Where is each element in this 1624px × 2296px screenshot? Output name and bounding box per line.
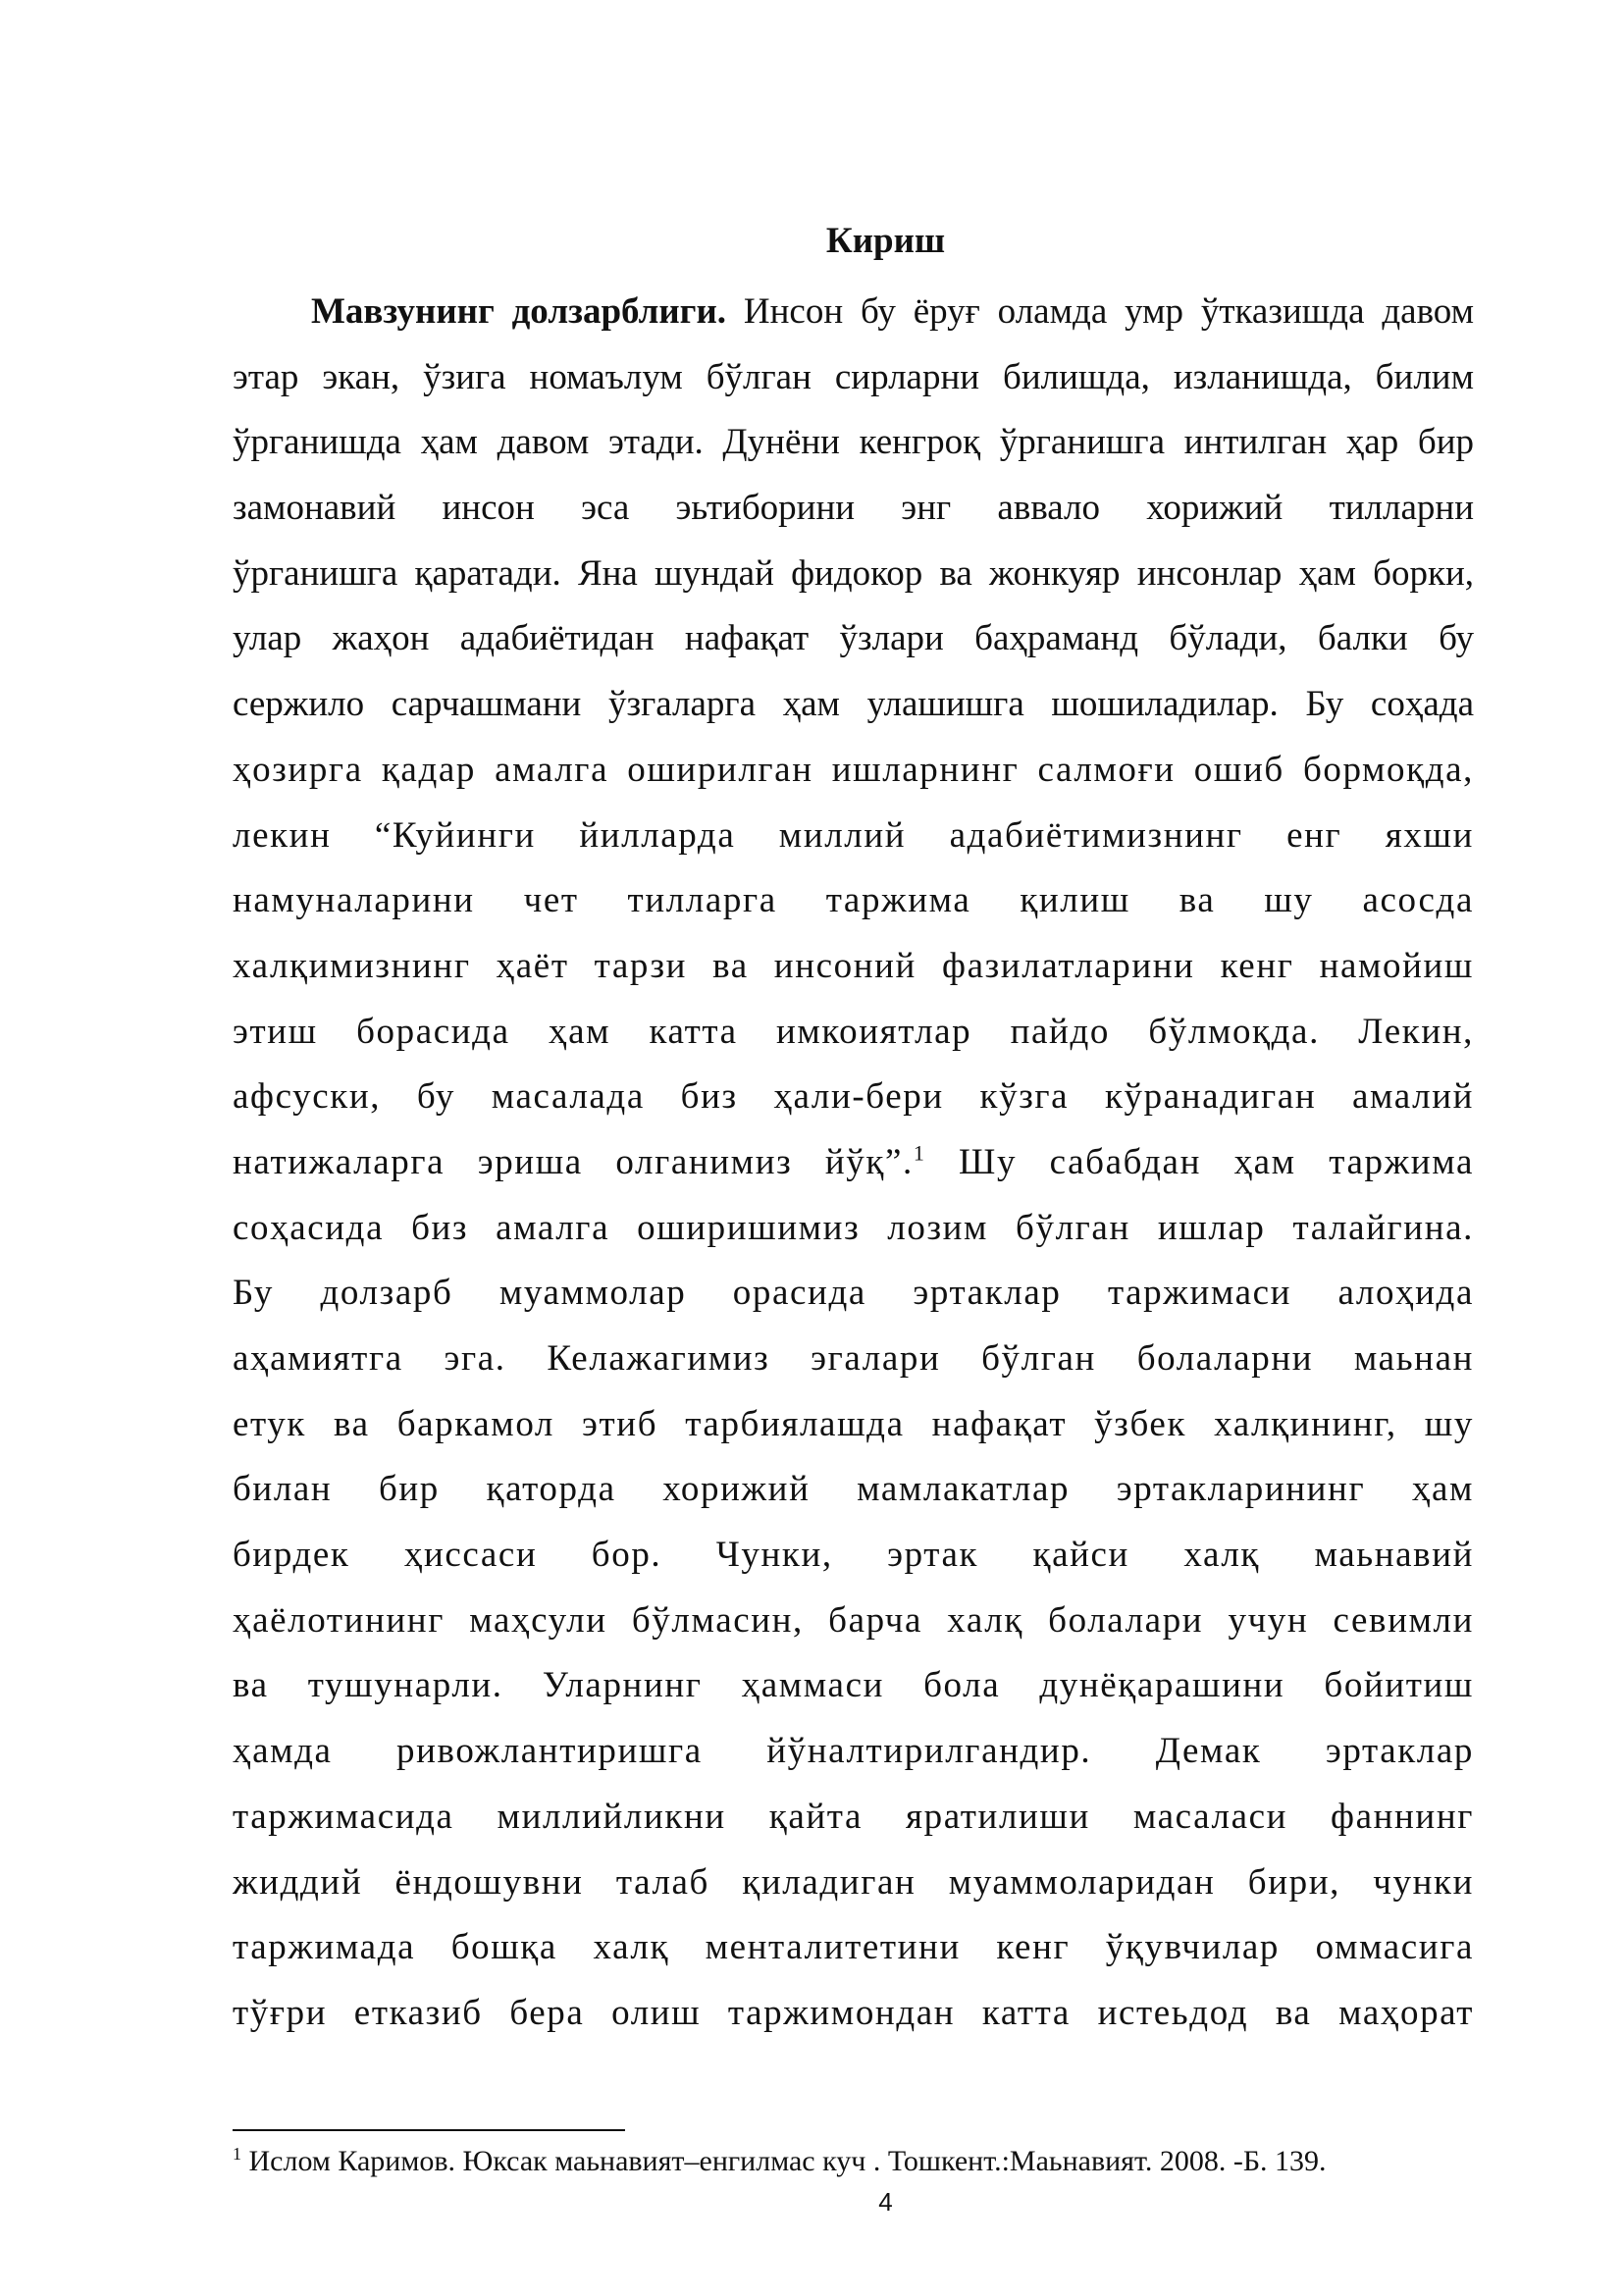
paragraph-line — [233, 280, 1474, 345]
paragraph-line: лекин “Куйинги йилларда миллий адабиётимизнинг енг яхши — [233, 814, 1474, 856]
paragraph-line: этиш борасида ҳам катта имкоиятлар пайдо бўлмоқда. Лекин, — [233, 1011, 1474, 1052]
line-text: натижаларга эриша олганимиз йўқ”. — [233, 1141, 914, 1182]
paragraph-line: Бу долзарб муаммолар орасида эртаклар таржимаси алоҳида — [233, 1273, 1474, 1314]
paragraph-line — [233, 1130, 1474, 1196]
footnote-reference[interactable]: 1 — [913, 1140, 926, 1166]
paragraph-line: жиддий ёндошувни талаб қиладиган муаммоларидан бири, чунки — [233, 1861, 1474, 1903]
footnote-separator — [233, 2129, 625, 2131]
paragraph-line: ўрганишга қаратади. Яна шундай фидокор ва жонкуяр инсонлар ҳам борки, — [233, 552, 1474, 594]
body-text — [233, 280, 1474, 2047]
paragraph-line: улар жаҳон адабиётидан нафақат ўзлари баҳраманд бўлади, балки бу — [233, 618, 1474, 659]
paragraph-line: халқимизнинг ҳаёт тарзи ва инсоний фазилатларини кенг намойиш — [233, 945, 1474, 986]
paragraph-line: ўрганишда ҳам давом этади. Дунёни кенгроқ ўрганишга интилган ҳар бир — [233, 422, 1474, 463]
paragraph-line: намуналарини чет тилларга таржима қилиш ва шу асосда — [233, 880, 1474, 921]
paragraph-line: ҳаёлотининг маҳсули бўлмасин, барча халқ болалари учун севимли — [233, 1599, 1474, 1641]
line-text: Инсон бу ёруғ оламда умр ўтказишда давом — [743, 291, 1474, 332]
footnote-marker: 1 — [233, 2144, 241, 2164]
page-number: 4 — [878, 2187, 893, 2217]
paragraph-line: ҳамда ривожлантиришга йўналтирилгандир. Демак эртаклар — [233, 1731, 1474, 1772]
paragraph-line: бирдек ҳиссаси бор. Чунки, эртак қайси халқ маьнавий — [233, 1535, 1474, 1576]
line-text: Шу сабабдан ҳам таржима — [925, 1141, 1474, 1182]
paragraph-line: ҳозирга қадар амалга оширилган ишларнинг салмоғи ошиб бормоқда, — [233, 749, 1474, 790]
lead-label: Мавзунинг долзарблиги. — [311, 291, 727, 332]
paragraph-line: билан бир қаторда хорижий мамлакатлар эртакларининг ҳам — [233, 1469, 1474, 1510]
paragraph-line: таржимада бошқа халқ менталитетини кенг ўқувчилар оммасига — [233, 1927, 1474, 1968]
footnote-text: Ислом Каримов. Юксак маьнавият–енгилмас куч . Тошкент.:Маьнавият. 2008. -Б. 139. — [241, 2145, 1327, 2177]
paragraph-line: аҳамиятга эга. Келажагимиз эгалари бўлган болаларни маьнан — [233, 1338, 1474, 1379]
paragraph-line: тўғри етказиб бера олиш таржимондан катта истеьдод ва маҳорат — [233, 1992, 1474, 2033]
paragraph-line: замонавий инсон эса эьтиборини энг аввало хорижий тилларни — [233, 488, 1474, 529]
paragraph-line: етук ва баркамол этиб тарбиялашда нафақат ўзбек халқининг, шу — [233, 1403, 1474, 1444]
footnote — [233, 2142, 1474, 2181]
paragraph-line: ва тушунарли. Уларнинг ҳаммаси бола дунёқарашини бойитиш — [233, 1665, 1474, 1706]
paragraph-line: соҳасида биз амалга оширишимиз лозим бўлган ишлар талайгина. — [233, 1207, 1474, 1248]
section-heading: Кириш — [825, 221, 946, 261]
paragraph-line: этар экан, ўзига номаълум бўлган сирларни билишда, изланишда, билим — [233, 356, 1474, 397]
paragraph-line: сержило сарчашмани ўзгаларга ҳам улашишга шошиладилар. Бу соҳада — [233, 684, 1474, 725]
paragraph-line: таржимасида миллийликни қайта яратилиши масаласи фаннинг — [233, 1796, 1474, 1837]
paragraph-line: афсуски, бу масалада биз ҳали-бери кўзга кўранадиган амалий — [233, 1076, 1474, 1118]
